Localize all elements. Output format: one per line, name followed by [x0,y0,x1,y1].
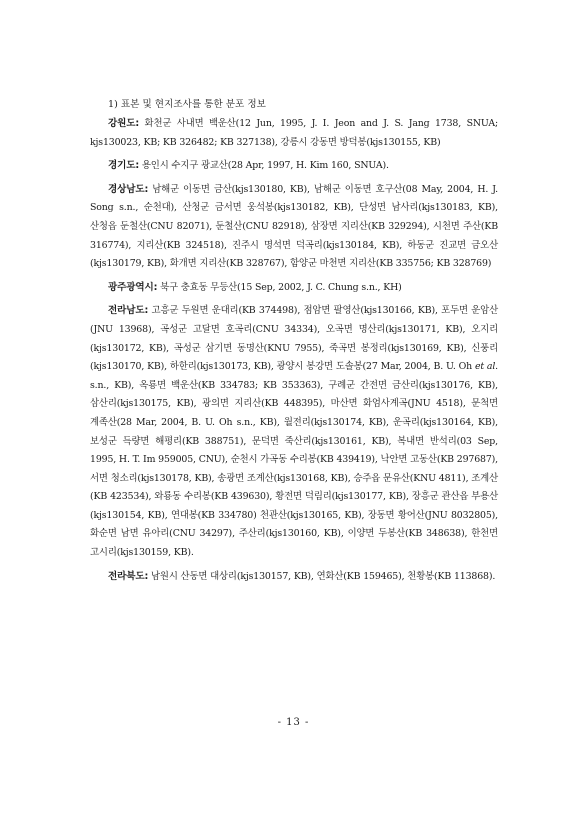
paragraph-gwangju [90,279,498,298]
region-label-gwangju: 광주광역시: [108,281,158,293]
paragraph-gangwon [90,115,498,152]
region-label-jeonbuk: 전라북도: [108,570,149,582]
document-body [90,97,498,591]
paragraph-jeonnam [90,302,498,562]
et-al-italic: et al. [474,361,498,373]
section-heading: 1) 표본 및 현지조사를 통한 분포 정보 [108,99,266,110]
paragraph-text-gyeongnam: 남해군 이동면 금산(kjs130180, KB), 남해군 이동면 호구산(08 May, 2004, H. J. Song s.n., 순천대), 산청군 금서면 웅석봉(kjs130182, KB), 단성면 남사리(kjs130183, KB), 산청읍 둔철산(CNU 82071), 둔철산(CNU 82918), 삼장면 지리산(KB 329294), 시천면 주산(KB 316774), 지리산(KB 324518), 진주시 명석면 덕곡리(kjs130184, KB), 하동군 진교면 금오산(kjs130179, KB), 화개면 지리산(KB 328767), 함양군 마천면 지리산(KB 335756; KB 328769) [90,183,498,270]
region-label-gangwon: 강원도: [108,118,140,129]
paragraph-text-gwangju: 북구 충효동 무등산(15 Sep, 2002, J. C. Chung s.n., KH) [157,281,402,293]
region-label-gyeongnam: 경상남도: [108,183,149,195]
paragraph-text-jeonbuk: 남원시 산동면 대상리(kjs130157, KB), 연화산(KB 159465), 천황봉(KB 113868). [148,570,496,582]
page-number: - 13 - [277,717,310,728]
paragraph-jeonbuk [90,568,498,587]
region-label-jeonnam: 전라남도: [108,305,149,317]
paragraph-text-gyeonggi: 용인시 수지구 광교산(28 Apr, 1997, H. Kim 160, SNUA). [139,160,389,172]
paragraph-gyeongnam [90,181,498,274]
paragraph-text-jeonnam-part2: s.n., KB), 옥룡면 백운산(KB 334783; KB 353363), 구례군 간전면 금산리(kjs130176, KB), 삼산리(kjs130175, KB), 광의면 지리산(KB 448395), 마산면 화엄사계곡(JNU 4518), 문척면 계족산(28 Mar, 2004, B. U. Oh s.n., KB), 월전리(kjs130174, KB), 운곡리(kjs130164, KB), 보성군 득량면 해평리(KB 388751), 문덕면 죽산리(kjs130161, KB), 복내면 반석리(03 Sep, 1995, H. T. Im 959005, CNU), 순천시 가곡동 수리봉(KB 439419), 낙안면 고동산(KB 297687), 서면 청소리(kjs130178, KB), 송광면 조계산(kjs130168, KB), 승주읍 문유산(KNU 4811), 조계산(KB 423534), 와룡동 수리봉(KB 439630), 황전면 덕림리(kjs130177, KB), 장흥군 관산읍 부용산(kjs130154, KB), 연대봉(KB 334780) 천관산(kjs130165, KB), 장동면 황어산(JNU 8032805), 화순면 남면 유아리(CNU 34297), 주산리(kjs130160, KB), 이양면 두봉산(KB 348638), 한천면 고시리(kjs130159, KB). [90,379,498,559]
paragraph-text-jeonnam-part1: 고흥군 두원면 운대리(KB 374498), 점암면 팔영산(kjs130166, KB), 포두면 운암산(JNU 13968), 곡성군 고달면 호곡리(CNU 34334), 오곡면 명산리(kjs130171, KB), 오지리(kjs130172, KB), 곡성군 삼기면 동명산(KNU 7955), 죽곡면 봉정리(kjs130169, KB), 신풍리(kjs130170, KB), 하한리(kjs130173, KB), 광양시 봉강면 도솔봉(27 Mar, 2004, B. U. Oh [90,305,498,373]
paragraph-gyeonggi [90,157,498,176]
paragraph-text-gangwon: 화천군 사내면 백운산(12 Jun, 1995, J. I. Jeon and J. S. Jang 1738, SNUA; kjs130023, KB; KB 326482; KB 327138), 강릉시 강동면 방덕봉(kjs130155, KB) [90,118,498,148]
region-label-gyeonggi: 경기도: [108,160,140,172]
